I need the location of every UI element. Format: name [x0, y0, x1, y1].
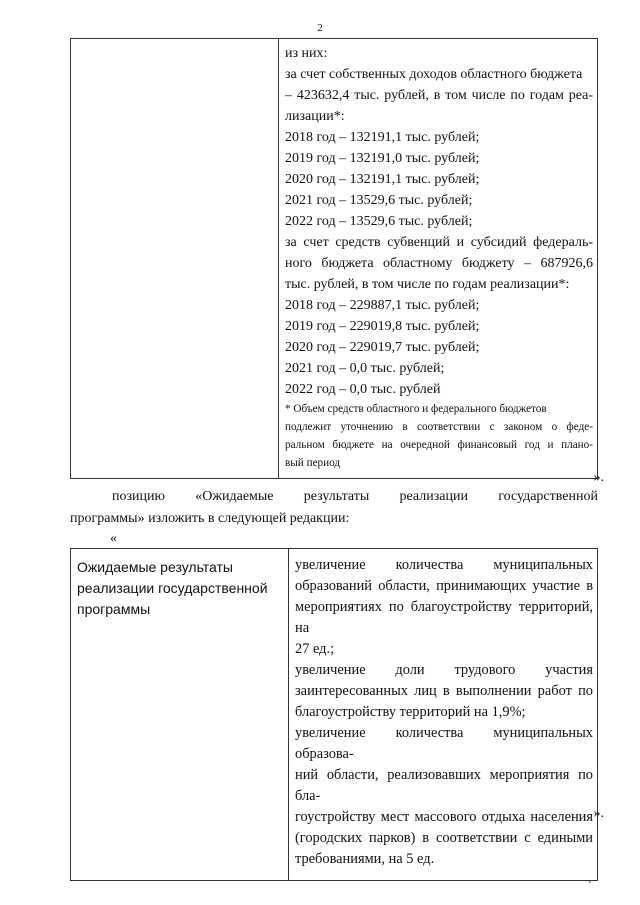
funding-line: за счет собственных доходов областного бюджета [285, 67, 583, 82]
results-line: 27 ед.; [295, 641, 335, 657]
amendment-line-1: позицию «Ожидаемые результаты реализации государственной [112, 489, 598, 504]
funding-footnote-line: подлежит уточнению в соответствии с законом о феде- [285, 421, 593, 433]
results-table [70, 548, 598, 881]
funding-line: из них: [285, 46, 328, 61]
funding-line: 2018 год – 132191,1 тыс. рублей; [285, 130, 480, 145]
page-number: 2 [317, 22, 323, 34]
scan-mark: ' [589, 880, 591, 891]
funding-line: 2019 год – 229019,8 тыс. рублей; [285, 319, 480, 334]
funding-line: лизации*: [285, 109, 345, 124]
results-line: увеличение количества муниципальных образова- [295, 725, 593, 762]
results-line: увеличение количества муниципальных [295, 557, 593, 573]
closing-quote-2: ». [593, 806, 604, 821]
results-line: благоустройству территорий на 1,9%; [295, 704, 526, 720]
results-label-line: реализации государственной [77, 580, 268, 596]
funding-table [70, 38, 598, 479]
funding-line: 2020 год – 229019,7 тыс. рублей; [285, 340, 480, 355]
funding-line: 2021 год – 0,0 тыс. рублей; [285, 361, 445, 376]
results-line: ний области, реализовавших мероприятия по бла- [295, 767, 593, 804]
results-line: образований области, принимающих участие в [295, 578, 593, 594]
results-line: увеличение доли трудового участия [295, 662, 593, 678]
funding-line: ного бюджета областному бюджету – 687926,6 [285, 256, 593, 271]
funding-line: 2019 год – 132191,0 тыс. рублей; [285, 151, 480, 166]
results-label-line: Ожидаемые результаты [77, 559, 233, 575]
amendment-line-2: программы» изложить в следующей редакции: [70, 511, 350, 526]
funding-table-right-cell [279, 39, 598, 479]
results-table-value-cell [289, 549, 598, 881]
results-line: (городских парков) в соответствии с едиными [295, 830, 593, 846]
funding-footnote-line: ральном бюджете на очередной финансовый год и плано- [285, 439, 593, 451]
funding-line: 2022 год – 0,0 тыс. рублей [285, 382, 441, 397]
funding-line: – 423632,4 тыс. рублей, в том числе по годам реа- [285, 88, 593, 103]
funding-footnote-line: вый период [285, 457, 341, 469]
results-line: заинтересованных лиц в выполнении работ по [295, 683, 593, 699]
funding-line: 2022 год – 13529,6 тыс. рублей; [285, 214, 473, 229]
opening-quote: « [110, 531, 117, 546]
funding-line: 2018 год – 229887,1 тыс. рублей; [285, 298, 480, 313]
funding-line: 2020 год – 132191,1 тыс. рублей; [285, 172, 480, 187]
closing-quote-1: ». [593, 470, 604, 485]
results-line: требованиями, на 5 ед. [295, 851, 435, 867]
funding-table-left-cell [71, 39, 279, 479]
results-line: мероприятиях по благоустройству территорий, на [295, 599, 593, 636]
funding-line: за счет средств субвенций и субсидий федераль- [285, 235, 593, 250]
amendment-paragraph [70, 486, 598, 530]
funding-line: тыс. рублей, в том числе по годам реализации*: [285, 277, 570, 292]
funding-footnote-line: * Объем средств областного и федерального бюджетов [285, 403, 547, 415]
results-table-label-cell [71, 549, 289, 881]
funding-line: 2021 год – 13529,6 тыс. рублей; [285, 193, 473, 208]
results-label-line: программы [77, 601, 151, 617]
results-line: гоустройству мест массового отдыха населения [295, 809, 593, 825]
